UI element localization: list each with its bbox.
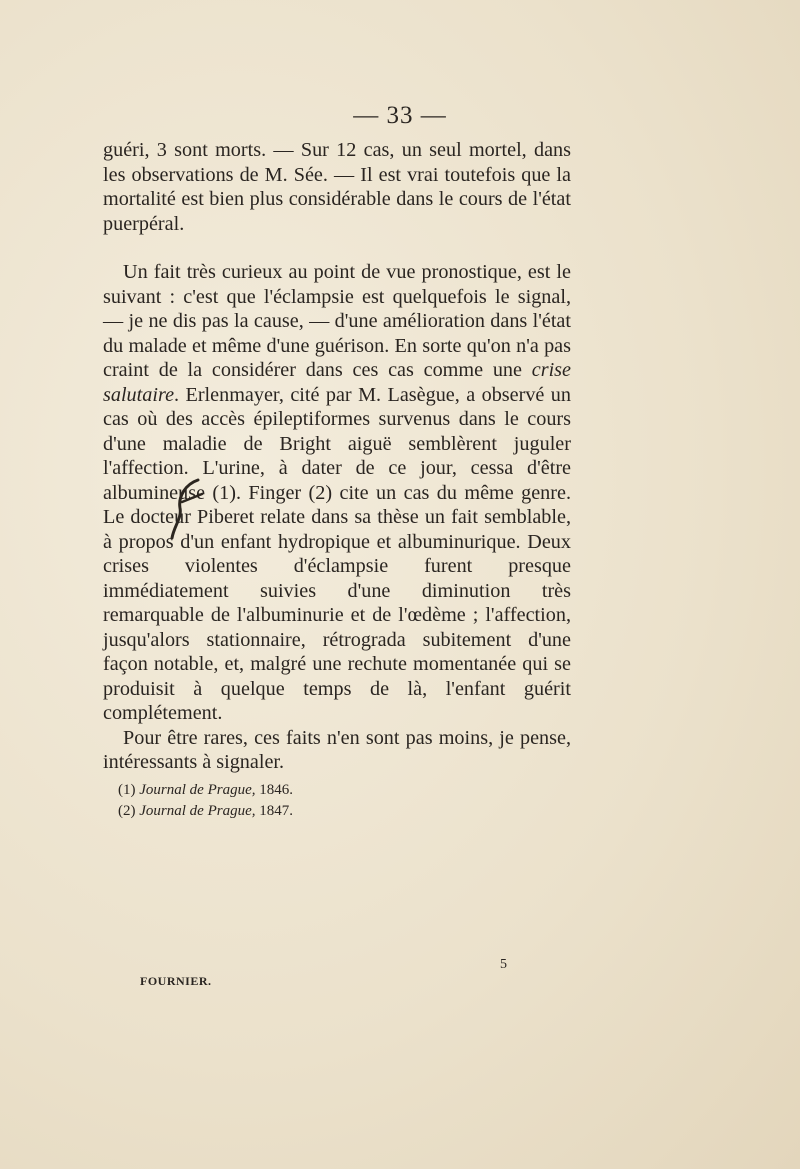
- footnotes: [118, 780, 538, 822]
- footnote-source: Journal de Prague,: [139, 803, 256, 819]
- footnote-1: [118, 780, 538, 801]
- paragraph-2-part-1: Un fait très curieux au point de vue pronostique, est le suivant : c'est que l'éclampsie est quelquefois le signal, — je ne dis pas la cause, — d'une amélioration dans l'état du malade et même d'une guérison. En sorte qu'on n'a pas craint de la considérer dans ces cas comme une: [103, 261, 571, 381]
- footnote-marker: (1): [118, 782, 136, 798]
- printer-signature: FOURNIER.: [140, 974, 212, 988]
- page-number: — 33 —: [353, 102, 447, 129]
- footnote-year: 1847.: [259, 803, 293, 819]
- footnote-2: [118, 801, 538, 822]
- paragraph-2-italic: crise salutaire: [103, 359, 571, 406]
- footnote-source: Journal de Prague,: [139, 782, 256, 798]
- body-text: [103, 138, 571, 775]
- sheet-number: 5: [500, 957, 507, 972]
- paragraph-2-part-2: . Erlenmayer, cité par M. Lasègue, a observé un cas où des accès épileptiformes survenus dans le cours d'une maladie de Bright aiguë semblèrent juguler l'affection. L'urine, à dater de ce jour, cessa d'être albumineuse (1). Finger (2) cite un cas du même genre. Le docteur Piberet relate dans sa thèse un fait semblable, à propos d'un enfant hydropique et albuminurique. Deux crises violentes d'éclampsie furent presque immédiatement suivies d'une diminution très remarquable de l'albuminurie et de l'œdème ; l'affection, jusqu'alors stationnaire, rétrograda subitement d'une façon notable, et, malgré une rechute momentanée qui se produisit à quelque temps de là, l'enfant guérit complétement.: [103, 383, 571, 724]
- footnote-marker: (2): [118, 803, 136, 819]
- footnote-year: 1846.: [259, 782, 293, 798]
- ink-annotation-mark: [168, 474, 212, 544]
- paragraph-1: guéri, 3 sont morts. — Sur 12 cas, un seul mortel, dans les observations de M. Sée. — Il est vrai toutefois que la mortalité est bien plus considérable dans le cours de l'état puerpéral.: [103, 139, 571, 235]
- paragraph-3: Pour être rares, ces faits n'en sont pas moins, je pense, intéressants à signaler.: [103, 726, 571, 773]
